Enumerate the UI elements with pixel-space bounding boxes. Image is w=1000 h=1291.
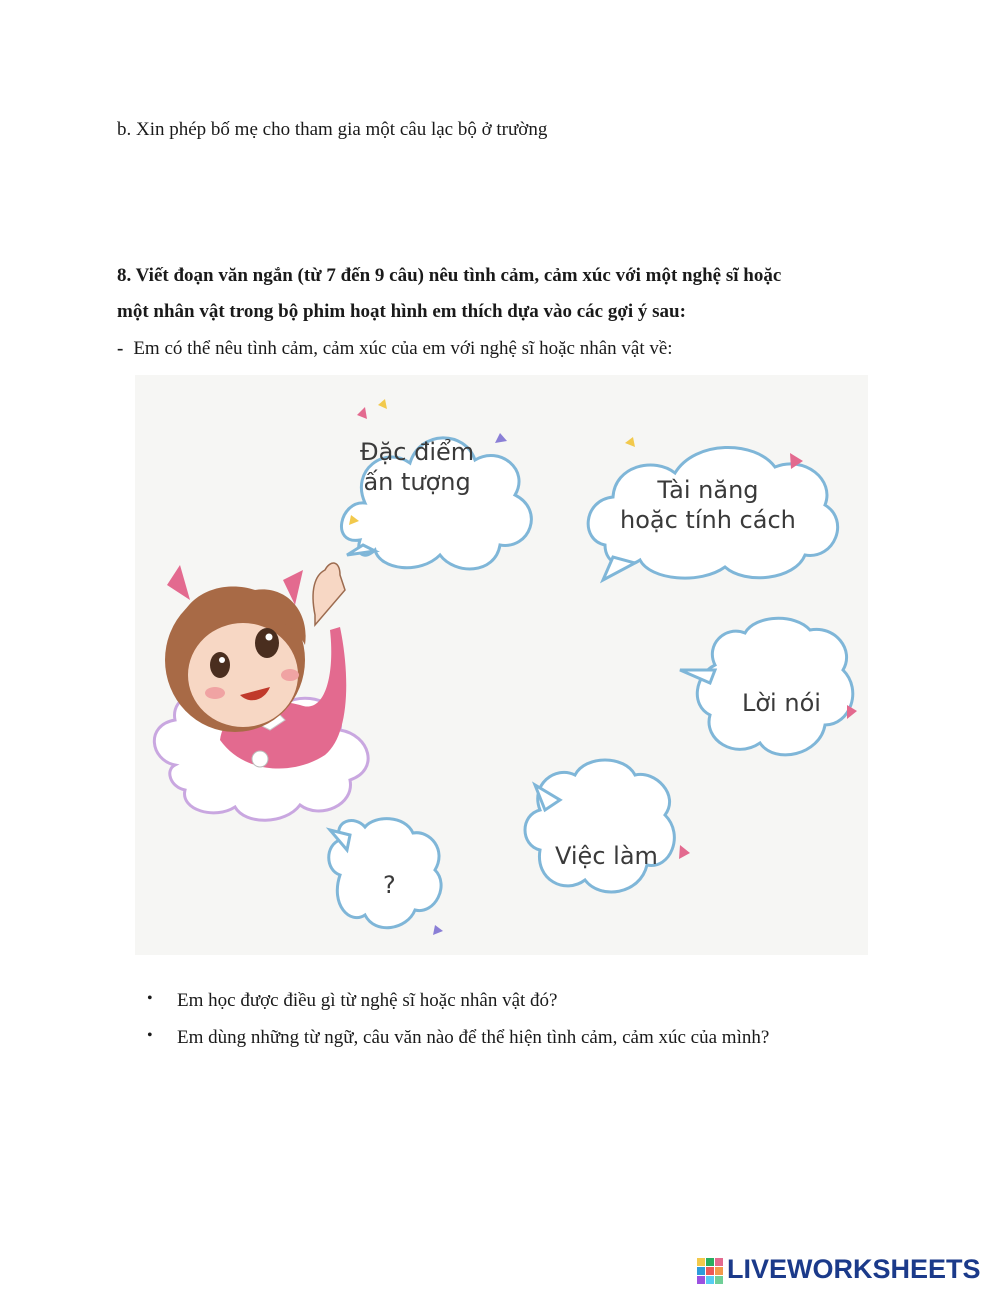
thought-bubble-illustration — [135, 375, 868, 955]
guide-question-list — [147, 990, 769, 1064]
logo-icon — [697, 1258, 723, 1284]
bubble-action — [525, 760, 674, 892]
bubble-feature-line-1: Đặc điểm — [360, 438, 475, 466]
bullet-icon: • — [147, 1027, 153, 1044]
bubble-action-text: Việc làm — [555, 842, 658, 870]
logo-text: LIVEWORKSHEETS — [727, 1254, 981, 1284]
guide-question-text: Em dùng những từ ngữ, câu văn nào để thể hiện tình cảm, cảm xúc của mình? — [177, 1027, 770, 1048]
liveworksheets-logo — [697, 1254, 981, 1288]
bubble-speech-text: Lời nói — [742, 689, 821, 717]
bubble-talent-line-1: Tài năng — [657, 476, 759, 504]
bubble-talent-line-2: hoặc tính cách — [620, 506, 796, 534]
hint-dash: - — [117, 338, 124, 359]
hint-text: Em có thể nêu tình cảm, cảm xúc của em với nghệ sĩ hoặc nhân vật về: — [133, 338, 673, 359]
hint-line — [117, 338, 673, 360]
item-b-text: b. Xin phép bố mẹ cho tham gia một câu lạc bộ ở trường — [117, 119, 548, 140]
bubble-feature-text — [360, 437, 474, 497]
guide-question-text: Em học được điều gì từ nghệ sĩ hoặc nhân vật đó? — [177, 990, 558, 1011]
bubble-speech — [680, 618, 853, 755]
bubble-other-text: ? — [383, 871, 396, 899]
illustration-drawing — [135, 375, 868, 955]
guide-question-item — [147, 1027, 769, 1064]
guide-question-item — [147, 990, 769, 1027]
bubble-talent-text — [620, 475, 796, 535]
bubble-feature-line-2: ấn tượng — [363, 468, 471, 496]
question-8-line-1: 8. Viết đoạn văn ngắn (từ 7 đến 9 câu) nêu tình cảm, cảm xúc với một nghệ sĩ hoặc — [117, 265, 782, 286]
question-8-line-2: một nhân vật trong bộ phim hoạt hình em thích dựa vào các gợi ý sau: — [117, 301, 686, 322]
bullet-icon: • — [147, 990, 153, 1007]
